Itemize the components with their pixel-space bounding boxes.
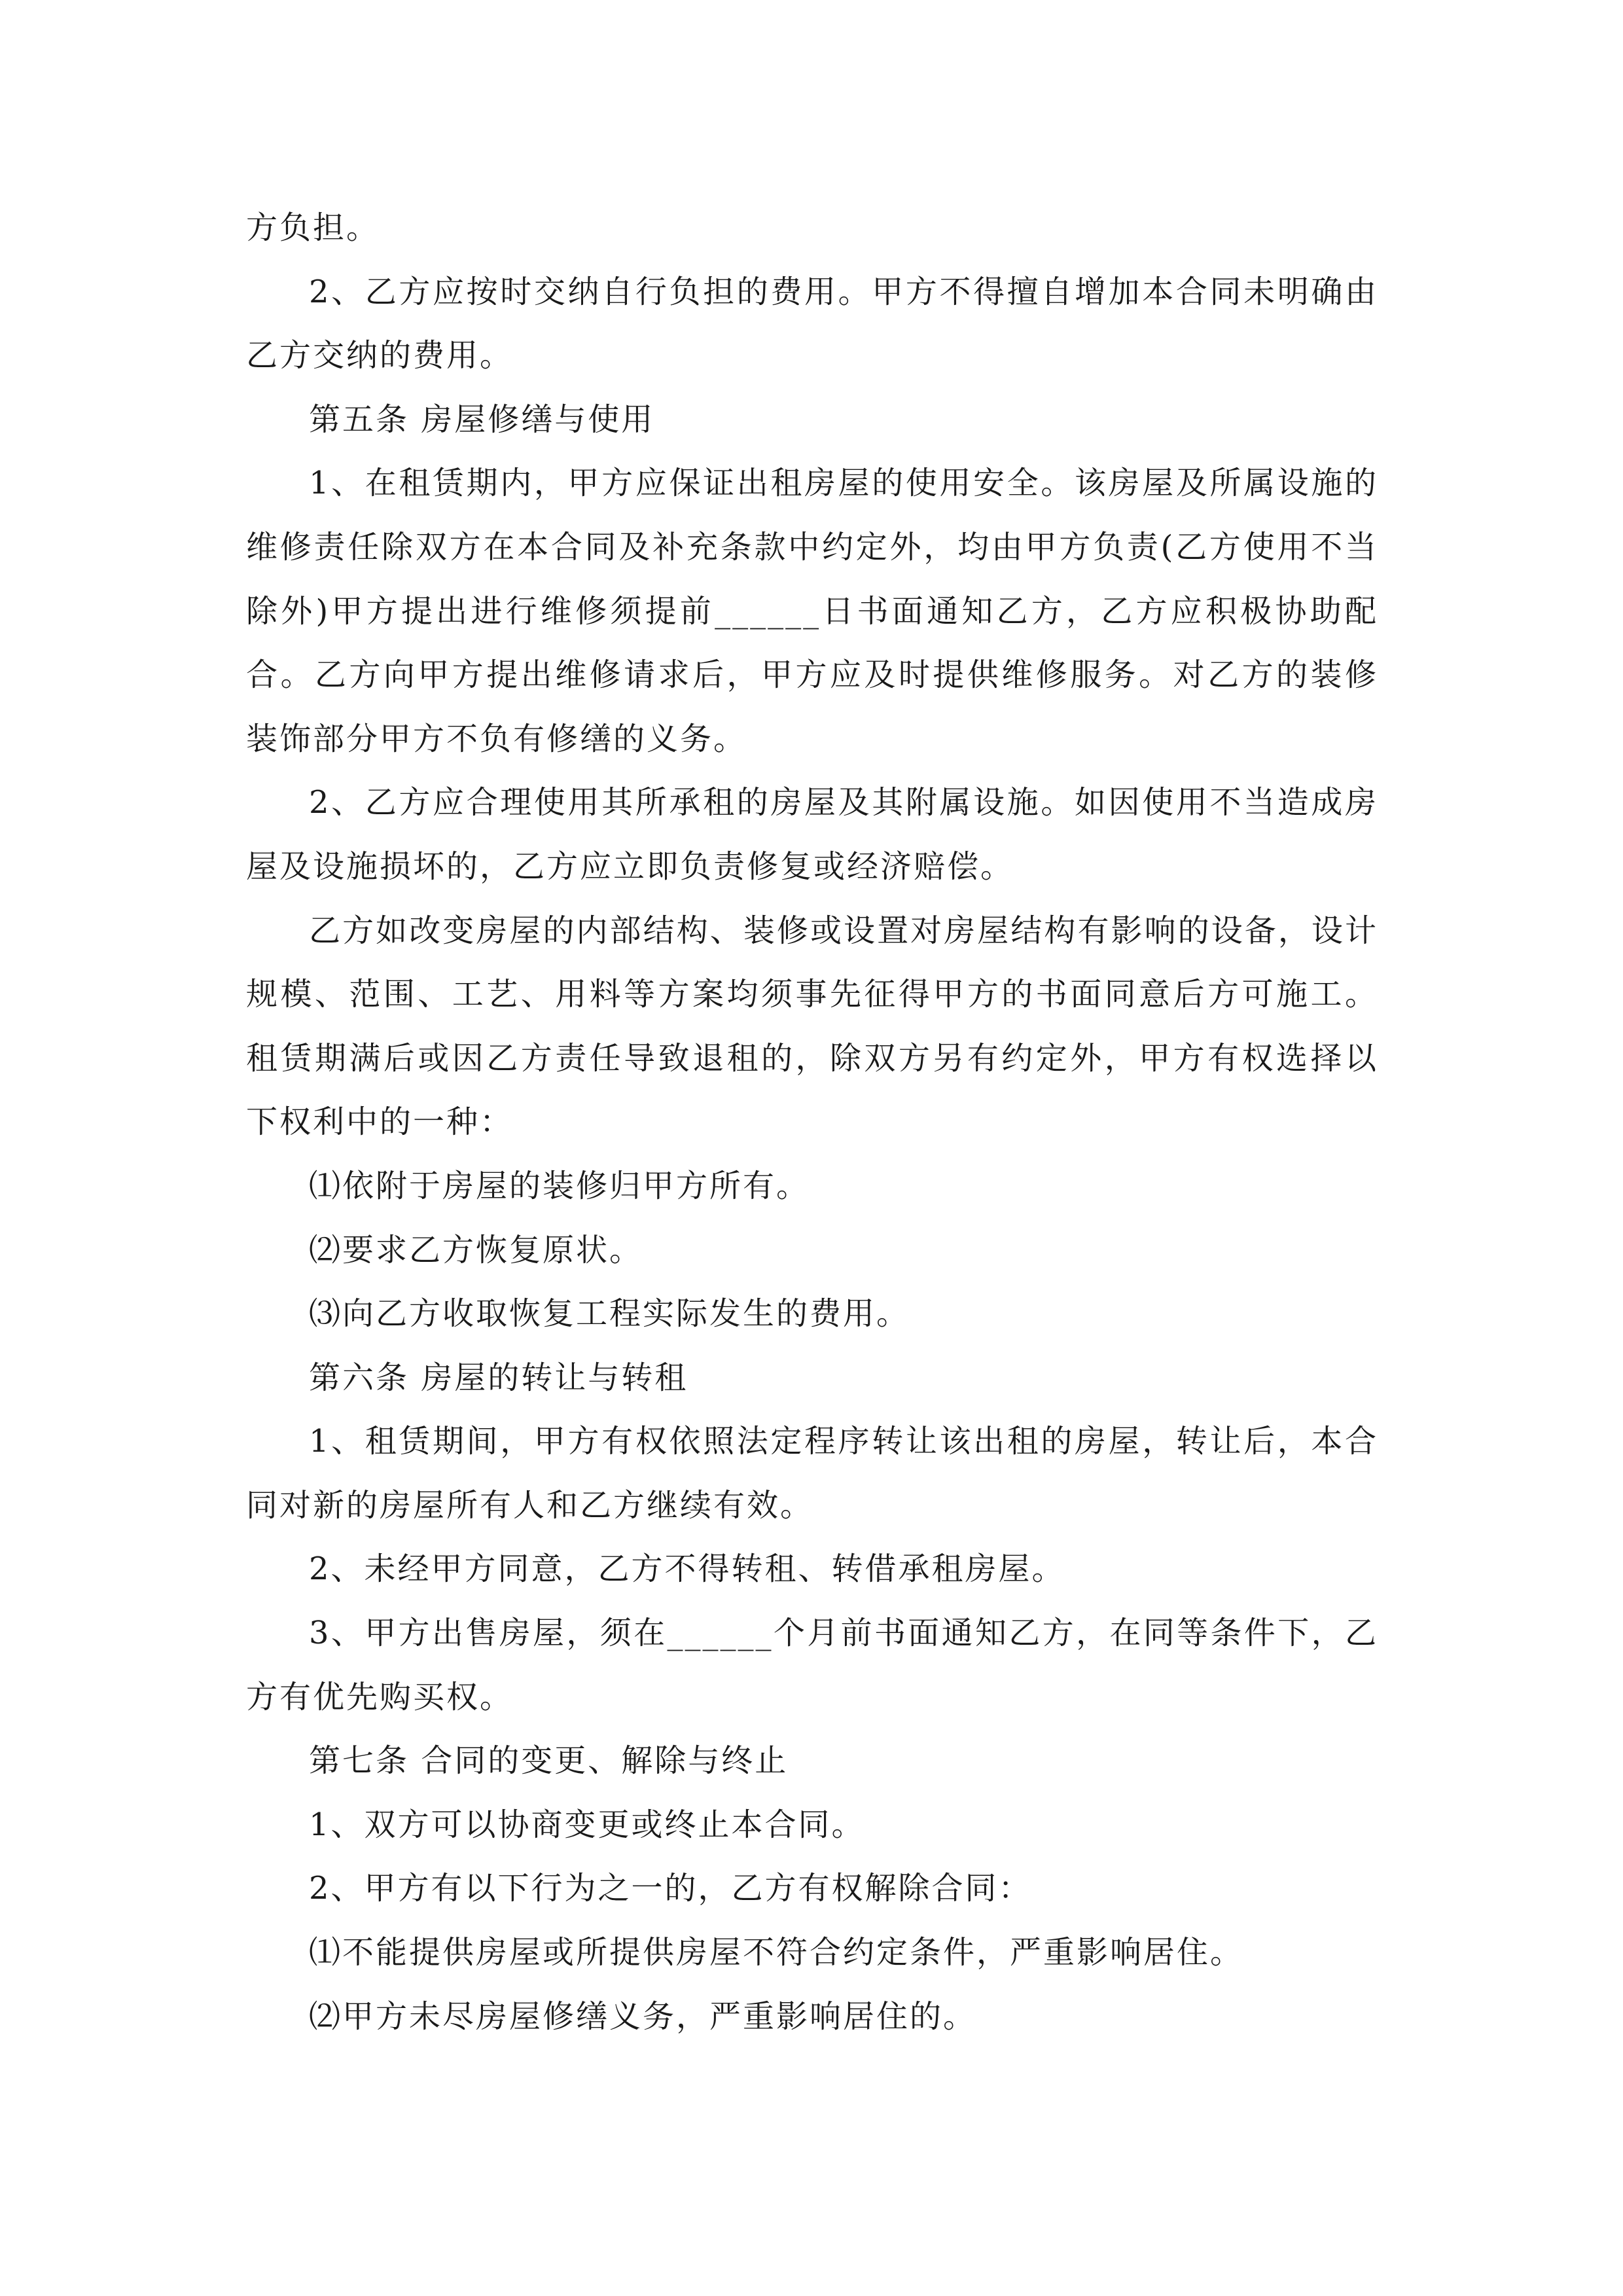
paragraph: 2、未经甲方同意，乙方不得转租、转借承租房屋。 (309, 1551, 1065, 1588)
paragraph: 1、双方可以协商变更或终止本合同。 (309, 1806, 865, 1843)
list-item: ⑴依附于房屋的装修归甲方所有。 (309, 1167, 810, 1204)
list-item: ⑶向乙方收取恢复工程实际发生的费用。 (309, 1295, 910, 1333)
paragraph: 方负担。 (246, 209, 380, 246)
section-heading: 第六条 房屋的转让与转租 (309, 1359, 688, 1396)
section-heading: 第五条 房屋修缮与使用 (309, 401, 655, 438)
list-item: ⑵甲方未尽房屋修缮义务，严重影响居住的。 (309, 1998, 977, 2035)
paragraph: 乙方如改变房屋的内部结构、装修或设置对房屋结构有影响的设备，设计规模、范围、工艺、用料等方案均须事先征得甲方的书面同意后方可施工。租赁期满后或因乙方责任导致退租的，除双方另有约定外，甲方有权选择以下权利中的一种： (246, 912, 1378, 1141)
paragraph: 2、乙方应按时交纳自行负担的费用。甲方不得擅自增加本合同未明确由乙方交纳的费用。 (246, 273, 1378, 374)
paragraph: 2、乙方应合理使用其所承租的房屋及其附属设施。如因使用不当造成房屋及设施损坏的，乙方应立即负责修复或经济赔偿。 (246, 784, 1378, 885)
contract-body (246, 196, 1378, 2049)
paragraph: 1、租赁期间，甲方有权依照法定程序转让该出租的房屋，转让后，本合同对新的房屋所有人和乙方继续有效。 (246, 1423, 1378, 1524)
paragraph: 1、在租赁期内，甲方应保证出租房屋的使用安全。该房屋及所属设施的维修责任除双方在本合同及补充条款中约定外，均由甲方负责(乙方使用不当除外)甲方提出进行维修须提前______日书面通知乙方，乙方应积极协助配合。乙方向甲方提出维修请求后，甲方应及时提供维修服务。对乙方的装修装饰部分甲方不负有修缮的义务。 (246, 465, 1378, 757)
section-heading: 第七条 合同的变更、解除与终止 (309, 1742, 789, 1780)
paragraph: 2、甲方有以下行为之一的，乙方有权解除合同： (309, 1870, 1032, 1907)
list-item: ⑴不能提供房屋或所提供房屋不符合约定条件，严重影响居住。 (309, 1934, 1244, 1971)
list-item: ⑵要求乙方恢复原状。 (309, 1231, 643, 1268)
paragraph: 3、甲方出售房屋，须在______个月前书面通知乙方，在同等条件下，乙方有优先购买权。 (246, 1615, 1378, 1715)
